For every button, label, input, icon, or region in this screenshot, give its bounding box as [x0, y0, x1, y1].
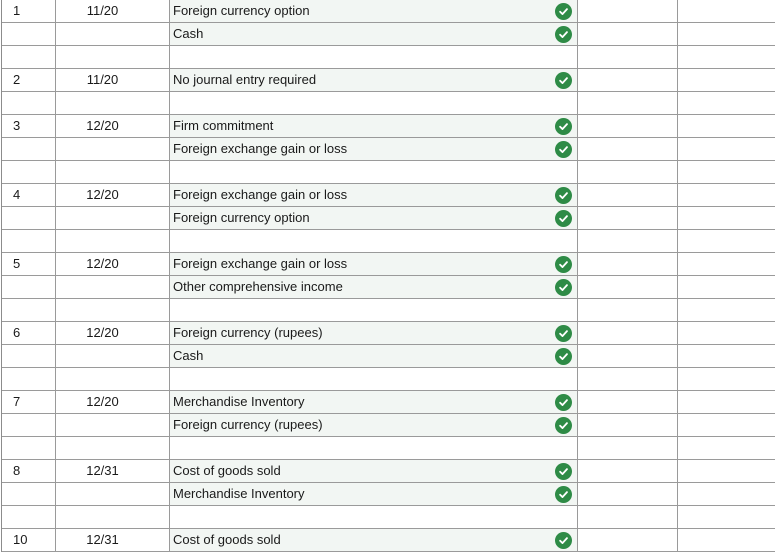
transaction-number-cell — [2, 23, 56, 45]
account-title-cell[interactable] — [170, 184, 578, 206]
debit-input-cell[interactable] — [578, 322, 678, 344]
date-cell — [56, 23, 170, 45]
transaction-number-cell — [2, 437, 56, 459]
debit-input-cell[interactable] — [578, 115, 678, 137]
check-circle-icon — [555, 486, 572, 503]
transaction-number-cell — [2, 414, 56, 436]
date-cell — [56, 414, 170, 436]
date-cell — [56, 506, 170, 528]
table-row — [2, 46, 775, 69]
table-row — [2, 69, 775, 92]
credit-input-cell[interactable] — [678, 92, 775, 114]
date-cell — [56, 345, 170, 367]
account-title-cell[interactable] — [170, 529, 578, 551]
date-cell — [56, 207, 170, 229]
credit-input-cell[interactable] — [678, 276, 775, 298]
table-row — [2, 253, 775, 276]
account-title-cell[interactable] — [170, 46, 578, 68]
credit-input-cell[interactable] — [678, 299, 775, 321]
table-row — [2, 207, 775, 230]
credit-input-cell[interactable] — [678, 161, 775, 183]
credit-input-cell[interactable] — [678, 253, 775, 275]
credit-input-cell[interactable] — [678, 391, 775, 413]
date-cell — [56, 368, 170, 390]
transaction-number-cell — [2, 92, 56, 114]
account-title-cell[interactable] — [170, 483, 578, 505]
account-title-cell[interactable] — [170, 69, 578, 91]
debit-input-cell[interactable] — [578, 184, 678, 206]
table-row — [2, 299, 775, 322]
table-row — [2, 138, 775, 161]
transaction-number-cell — [2, 483, 56, 505]
credit-input-cell[interactable] — [678, 345, 775, 367]
debit-input-cell[interactable] — [578, 0, 678, 22]
date-cell — [56, 299, 170, 321]
date-cell: 12/20 — [56, 115, 170, 137]
account-title-cell[interactable] — [170, 23, 578, 45]
account-title-label: Cash — [173, 348, 204, 363]
debit-input-cell[interactable] — [578, 506, 678, 528]
transaction-number-cell — [2, 161, 56, 183]
debit-input-cell[interactable] — [578, 46, 678, 68]
check-circle-icon — [555, 210, 572, 227]
date-cell: 12/31 — [56, 529, 170, 551]
date-cell: 12/31 — [56, 460, 170, 482]
account-title-cell[interactable] — [170, 92, 578, 114]
table-row — [2, 276, 775, 299]
date-cell: 11/20 — [56, 0, 170, 22]
credit-input-cell[interactable] — [678, 23, 775, 45]
credit-input-cell[interactable] — [678, 414, 775, 436]
credit-input-cell[interactable] — [678, 69, 775, 91]
account-title-label: Cost of goods sold — [173, 532, 281, 547]
transaction-number-cell: 4 — [2, 184, 56, 206]
debit-input-cell[interactable] — [578, 529, 678, 551]
debit-input-cell[interactable] — [578, 299, 678, 321]
account-title-cell[interactable] — [170, 437, 578, 459]
debit-input-cell[interactable] — [578, 460, 678, 482]
date-cell — [56, 483, 170, 505]
transaction-number-cell — [2, 368, 56, 390]
account-title-cell[interactable] — [170, 414, 578, 436]
debit-input-cell[interactable] — [578, 138, 678, 160]
debit-input-cell[interactable] — [578, 207, 678, 229]
check-circle-icon — [555, 72, 572, 89]
transaction-number-cell: 3 — [2, 115, 56, 137]
table-row — [2, 161, 775, 184]
check-circle-icon — [555, 417, 572, 434]
table-row — [2, 322, 775, 345]
check-circle-icon — [555, 26, 572, 43]
debit-input-cell[interactable] — [578, 483, 678, 505]
account-title-cell[interactable] — [170, 253, 578, 275]
account-title-cell[interactable] — [170, 207, 578, 229]
account-title-cell[interactable] — [170, 345, 578, 367]
account-title-cell[interactable] — [170, 161, 578, 183]
account-title-cell[interactable] — [170, 460, 578, 482]
date-cell — [56, 138, 170, 160]
table-row — [2, 92, 775, 115]
check-circle-icon — [555, 256, 572, 273]
credit-input-cell[interactable] — [678, 184, 775, 206]
debit-input-cell[interactable] — [578, 230, 678, 252]
date-cell — [56, 161, 170, 183]
debit-input-cell[interactable] — [578, 391, 678, 413]
credit-input-cell[interactable] — [678, 115, 775, 137]
date-cell: 12/20 — [56, 253, 170, 275]
table-row — [2, 391, 775, 414]
account-title-label: Foreign currency option — [173, 3, 310, 18]
transaction-number-cell — [2, 299, 56, 321]
account-title-label: Foreign exchange gain or loss — [173, 187, 348, 202]
debit-input-cell[interactable] — [578, 92, 678, 114]
date-cell — [56, 230, 170, 252]
account-title-cell[interactable] — [170, 230, 578, 252]
debit-input-cell[interactable] — [578, 414, 678, 436]
transaction-number-cell — [2, 345, 56, 367]
table-row — [2, 506, 775, 529]
table-row — [2, 184, 775, 207]
table-row — [2, 368, 775, 391]
date-cell: 12/20 — [56, 184, 170, 206]
credit-input-cell[interactable] — [678, 138, 775, 160]
credit-input-cell[interactable] — [678, 368, 775, 390]
debit-input-cell[interactable] — [578, 368, 678, 390]
account-title-label: Firm commitment — [173, 118, 274, 133]
account-title-cell[interactable] — [170, 138, 578, 160]
transaction-number-cell — [2, 138, 56, 160]
debit-input-cell[interactable] — [578, 253, 678, 275]
credit-input-cell[interactable] — [678, 207, 775, 229]
debit-input-cell[interactable] — [578, 161, 678, 183]
date-cell — [56, 276, 170, 298]
account-title-label: Foreign exchange gain or loss — [173, 141, 348, 156]
table-row — [2, 414, 775, 437]
check-circle-icon — [555, 141, 572, 158]
table-row — [2, 483, 775, 506]
account-title-cell[interactable] — [170, 506, 578, 528]
check-circle-icon — [555, 279, 572, 296]
account-title-cell[interactable] — [170, 299, 578, 321]
transaction-number-cell: 2 — [2, 69, 56, 91]
transaction-number-cell: 5 — [2, 253, 56, 275]
account-title-label: Cash — [173, 26, 204, 41]
debit-input-cell[interactable] — [578, 437, 678, 459]
account-title-label: Foreign currency (rupees) — [173, 417, 323, 432]
account-title-cell[interactable] — [170, 115, 578, 137]
debit-input-cell[interactable] — [578, 345, 678, 367]
table-row — [2, 0, 775, 23]
credit-input-cell[interactable] — [678, 529, 775, 551]
transaction-number-cell: 1 — [2, 0, 56, 22]
transaction-number-cell: 8 — [2, 460, 56, 482]
journal-entry-table — [1, 0, 775, 552]
credit-input-cell[interactable] — [678, 46, 775, 68]
credit-input-cell[interactable] — [678, 230, 775, 252]
table-row — [2, 437, 775, 460]
credit-input-cell[interactable] — [678, 506, 775, 528]
account-title-label: Other comprehensive income — [173, 279, 343, 294]
account-title-label: No journal entry required — [173, 72, 317, 87]
debit-input-cell[interactable] — [578, 276, 678, 298]
check-circle-icon — [555, 532, 572, 549]
account-title-label: Merchandise Inventory — [173, 394, 305, 409]
check-circle-icon — [555, 325, 572, 342]
check-circle-icon — [555, 118, 572, 135]
transaction-number-cell — [2, 276, 56, 298]
date-cell — [56, 46, 170, 68]
account-title-label: Merchandise Inventory — [173, 486, 305, 501]
check-circle-icon — [555, 3, 572, 20]
table-row — [2, 529, 775, 552]
table-row — [2, 23, 775, 46]
transaction-number-cell — [2, 506, 56, 528]
date-cell — [56, 92, 170, 114]
check-circle-icon — [555, 348, 572, 365]
check-circle-icon — [555, 463, 572, 480]
account-title-cell[interactable] — [170, 276, 578, 298]
transaction-number-cell — [2, 230, 56, 252]
date-cell: 11/20 — [56, 69, 170, 91]
debit-input-cell[interactable] — [578, 69, 678, 91]
date-cell: 12/20 — [56, 391, 170, 413]
check-circle-icon — [555, 187, 572, 204]
account-title-label: Foreign currency option — [173, 210, 310, 225]
account-title-cell[interactable] — [170, 0, 578, 22]
table-row — [2, 230, 775, 253]
date-cell — [56, 437, 170, 459]
credit-input-cell[interactable] — [678, 0, 775, 22]
transaction-number-cell — [2, 46, 56, 68]
debit-input-cell[interactable] — [578, 23, 678, 45]
account-title-label: Foreign currency (rupees) — [173, 325, 323, 340]
transaction-number-cell: 10 — [2, 529, 56, 551]
table-row — [2, 345, 775, 368]
table-row — [2, 115, 775, 138]
credit-input-cell[interactable] — [678, 322, 775, 344]
credit-input-cell[interactable] — [678, 483, 775, 505]
account-title-label: Cost of goods sold — [173, 463, 281, 478]
table-row — [2, 460, 775, 483]
check-circle-icon — [555, 394, 572, 411]
account-title-cell[interactable] — [170, 322, 578, 344]
transaction-number-cell: 6 — [2, 322, 56, 344]
account-title-cell[interactable] — [170, 391, 578, 413]
date-cell: 12/20 — [56, 322, 170, 344]
account-title-cell[interactable] — [170, 368, 578, 390]
credit-input-cell[interactable] — [678, 460, 775, 482]
account-title-label: Foreign exchange gain or loss — [173, 256, 348, 271]
transaction-number-cell — [2, 207, 56, 229]
credit-input-cell[interactable] — [678, 437, 775, 459]
transaction-number-cell: 7 — [2, 391, 56, 413]
